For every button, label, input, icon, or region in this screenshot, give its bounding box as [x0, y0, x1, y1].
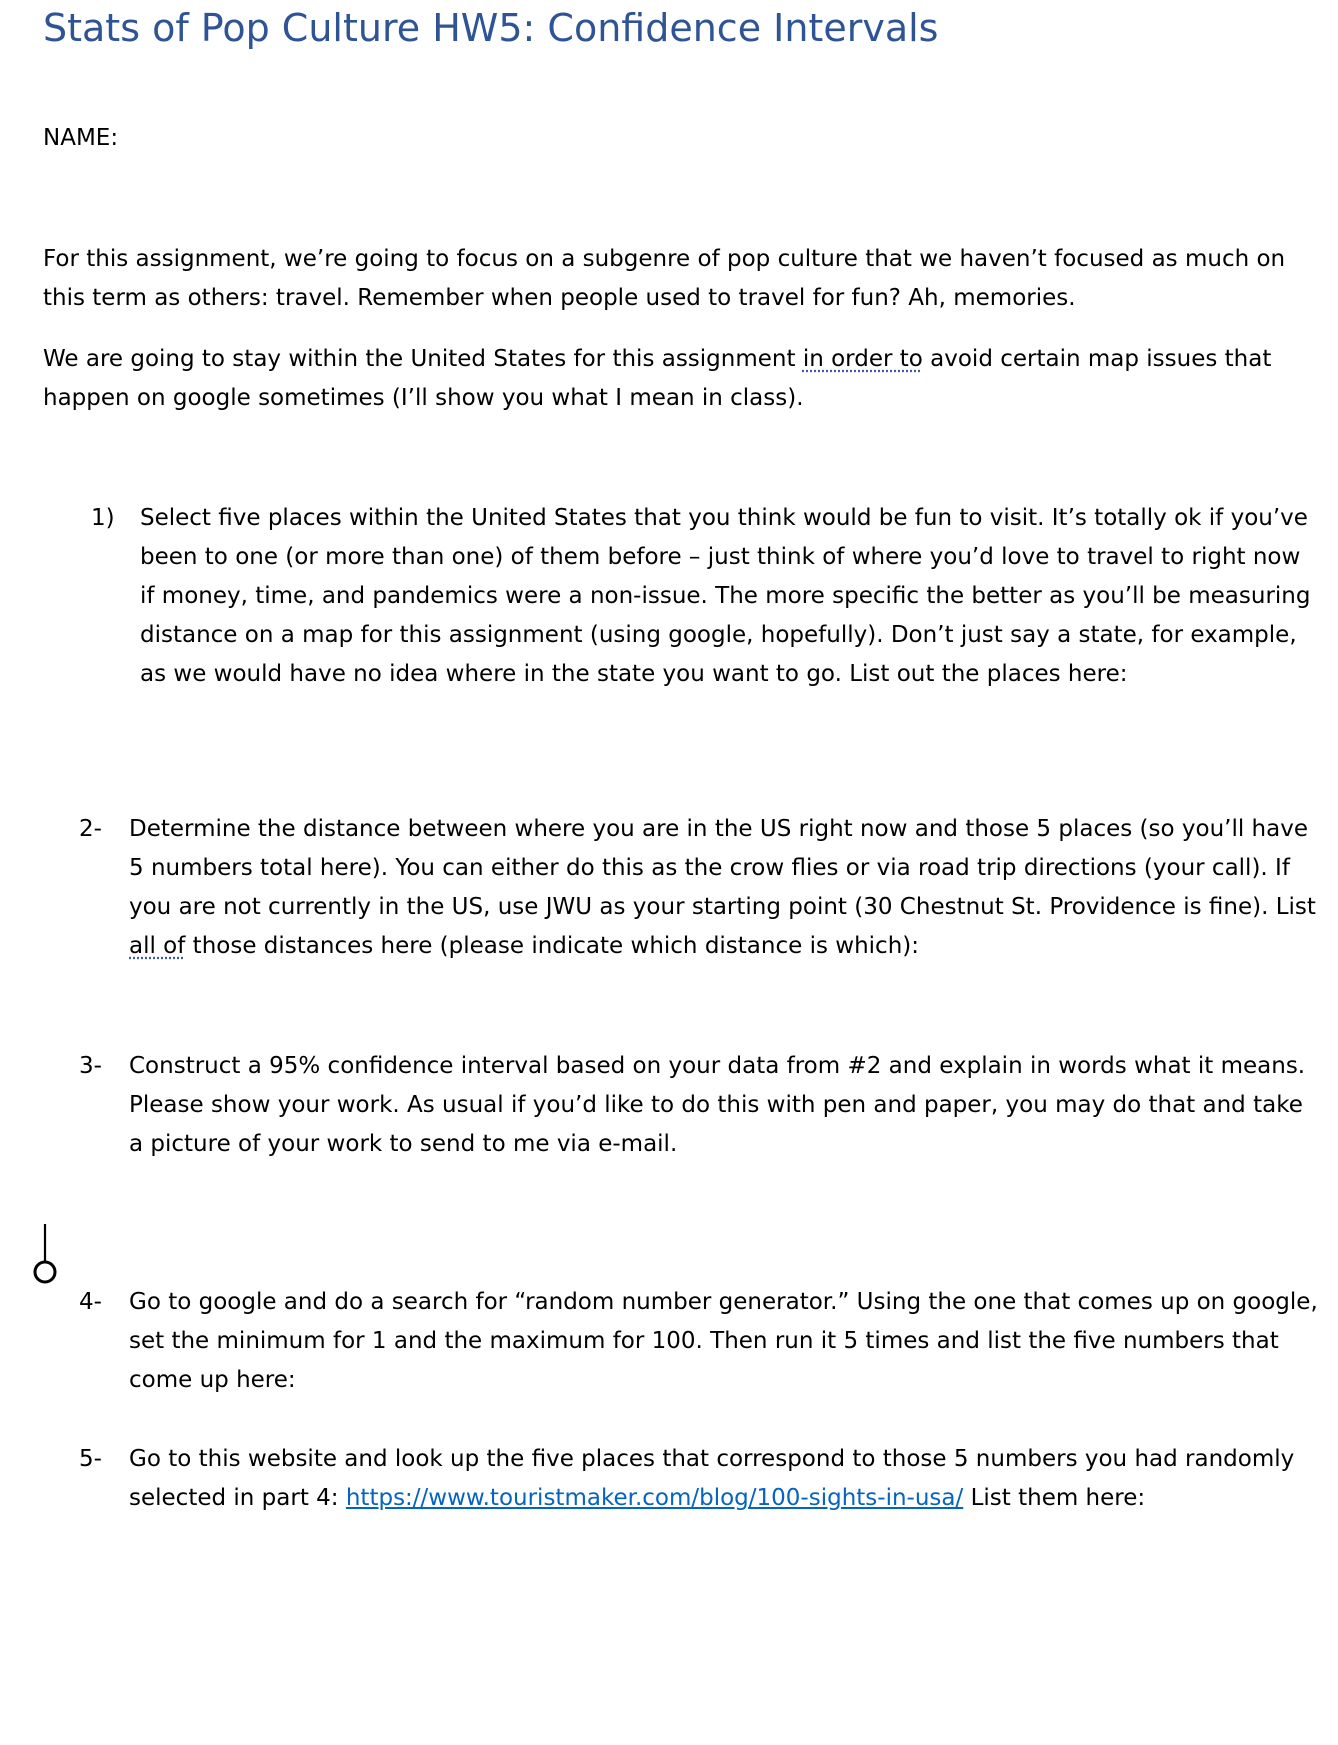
question-5-text-end: List them here: [963, 1485, 1146, 1511]
intro-p2-text-end: avoid certain map issues that happen on google sometimes (I’ll show you what I mean in class). [43, 346, 1272, 411]
name-label: NAME: [43, 125, 119, 151]
question-4-text: Go to google and do a search for “random number generator.” Using the one that comes up on google, set the minimum for 1 and the maximum for 100. Then run it 5 times and list the five numbers that come up here: [129, 1289, 1318, 1393]
question-2-marker: 2- [79, 816, 102, 842]
question-2-marked-phrase[interactable]: all of [129, 933, 186, 959]
question-4-marker: 4- [79, 1289, 102, 1315]
document-title: Stats of Pop Culture HW5: Confidence Intervals [43, 6, 939, 50]
intro-p2-marked-phrase[interactable]: in order to [802, 346, 923, 372]
question-5-text [129, 1440, 1319, 1518]
intro-paragraph-2 [43, 340, 1313, 418]
question-2-text [129, 810, 1319, 966]
tourist-maker-link[interactable]: https://www.touristmaker.com/blog/100-sights-in-usa/ [345, 1485, 964, 1511]
intro-p2-text: We are going to stay within the United States for this assignment [43, 346, 803, 372]
question-5-marker: 5- [79, 1446, 102, 1472]
question-2-text-end: those distances here (please indicate which distance is which): [185, 933, 919, 959]
question-1-marker: 1) [91, 505, 115, 531]
question-1-text: Select five places within the United States that you think would be fun to visit. It’s totally ok if you’ve been to one (or more than one) of them before – just think of where you’d love to travel to right now if money, time, and pandemics were a non-issue. The more specific the better as you’ll be measuring distance on a map for this assignment (using google, hopefully). Don’t just say a state, for example, as we would have no idea where in the state you want to go. List out the places here: [140, 505, 1311, 687]
object-anchor-icon[interactable] [30, 1222, 60, 1286]
question-3-text: Construct a 95% confidence interval based on your data from #2 and explain in words what it means. Please show your work. As usual if you’d like to do this with pen and paper, you may do that and take a picture of your work to send to me via e-mail. [129, 1053, 1306, 1157]
question-3-marker: 3- [79, 1053, 102, 1079]
question-5-text-start: Go to this website and look up the five places that correspond to those 5 numbers you had randomly selected in part 4: [129, 1446, 1295, 1511]
question-2-text-start: Determine the distance between where you are in the US right now and those 5 places (so you’ll have 5 numbers total here). You can either do this as the crow flies or via road trip directions (your call). If you are not currently in the US, use JWU as your starting point (30 Chestnut St. Providence is fine). List [129, 816, 1316, 920]
intro-paragraph-1: For this assignment, we’re going to focus on a subgenre of pop culture that we haven’t focused as much on this term as others: travel. Remember when people used to travel for fun? Ah, memories. [43, 246, 1286, 311]
